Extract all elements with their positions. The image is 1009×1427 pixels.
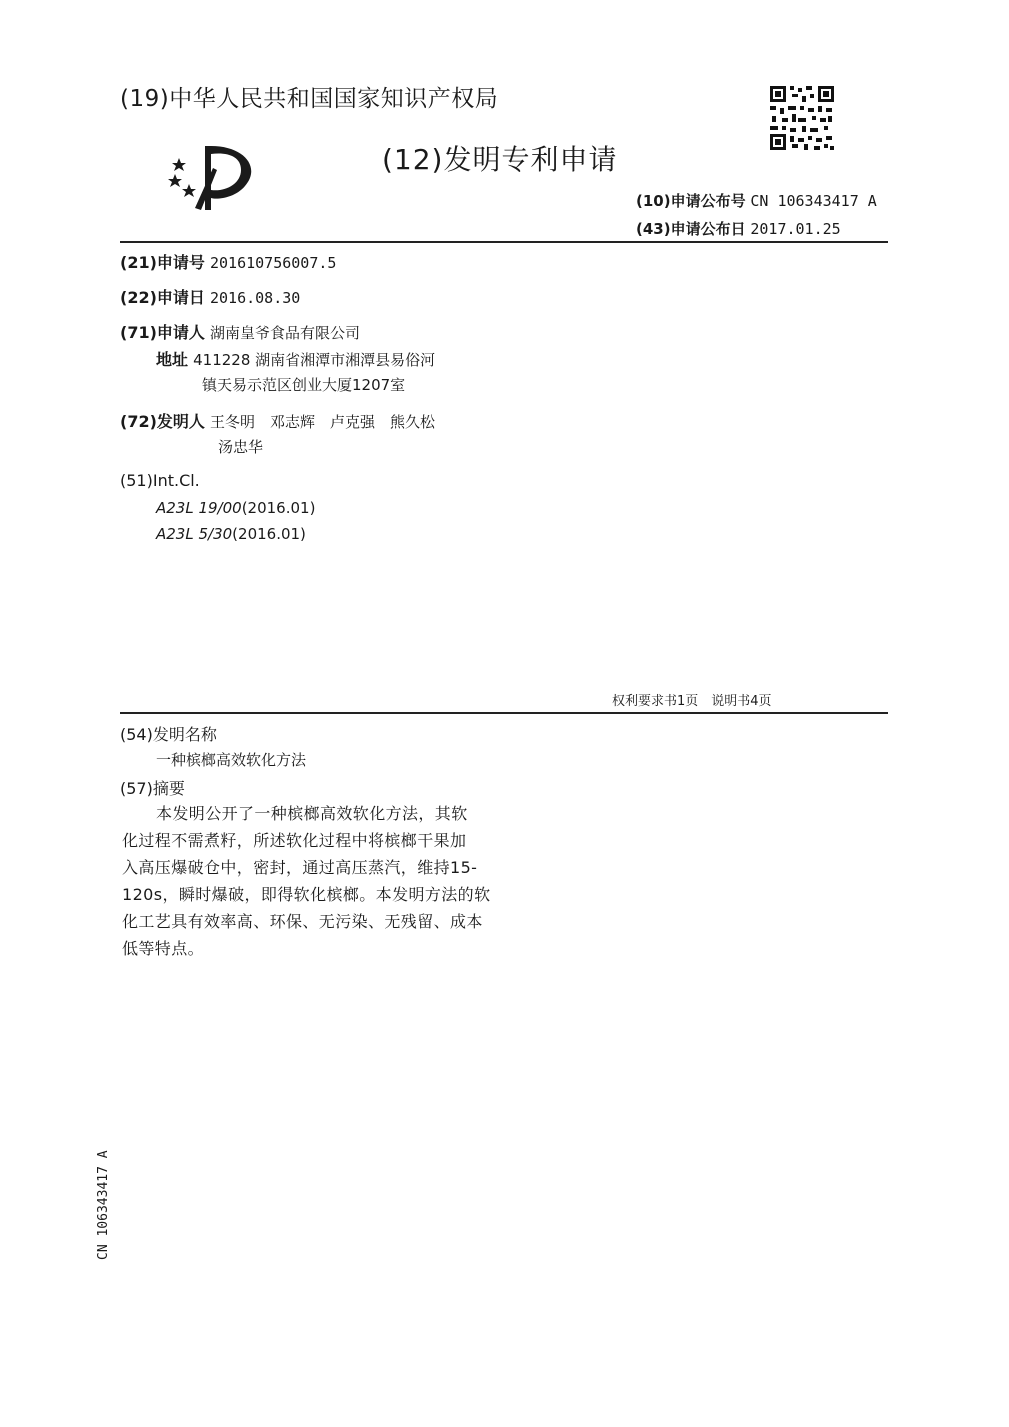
inventors-line-1: 王冬明 邓志辉 卢克强 熊久松 [210,413,436,431]
address-label: 地址 [156,350,189,369]
abstract-line: 低等特点。 [122,939,205,958]
applicant-value: 湖南皇爷食品有限公司 [210,324,361,342]
publication-number-value: CN 106343417 A [750,192,877,210]
spine-publication-number: CN 106343417 A [96,1150,111,1260]
cnipa-logo [165,138,265,214]
ipc-version: (2016.01) [232,525,306,543]
ipc-code: A23L 19/00 [156,499,242,517]
address [156,347,435,370]
inventors [120,409,435,432]
title-label: (54)发明名称 [120,725,217,744]
publication-date [636,218,841,239]
ipc-version: (2016.01) [241,499,316,517]
applicant-label: (71)申请人 [120,323,205,342]
ipc-code: A23L 5/30 [156,525,233,543]
inventors-line-2: 汤忠华 [218,438,264,456]
publication-date-value: 2017.01.25 [750,220,841,238]
publication-number-label: (10)申请公布号 [636,192,746,210]
filing-date [120,285,300,308]
abstract-label: (57)摘要 [120,779,185,798]
document-type: (12)发明专利申请 [382,143,618,176]
page-counts: 权利要求书1页 说明书4页 [612,694,772,709]
office-name: (19)中华人民共和国国家知识产权局 [120,86,499,112]
abstract-line: 入高压爆破仓中，密封，通过高压蒸汽，维持15- [122,858,478,877]
ipc-entry [156,524,306,543]
inventors-label: (72)发明人 [120,412,205,431]
application-number-value: 201610756007.5 [210,254,337,272]
applicant [120,320,360,343]
filing-date-label: (22)申请日 [120,288,205,307]
abstract-line: 120s，瞬时爆破，即得软化槟榔。本发明方法的软 [122,885,491,904]
publication-number [636,190,877,211]
abstract-divider [120,712,888,714]
invention-title: 一种槟榔高效软化方法 [156,751,307,769]
filing-date-value: 2016.08.30 [210,289,301,307]
publication-date-label: (43)申请公布日 [636,220,746,238]
ipc-label: (51)Int.Cl. [120,471,200,490]
address-line-2: 镇天易示范区创业大厦1207室 [202,376,406,394]
address-line-1: 411228 湖南省湘潭市湘潭县易俗河 [193,351,436,369]
header-divider [120,241,888,243]
ipc-entry [156,498,315,517]
abstract-line: 化过程不需煮籽，所述软化过程中将槟榔干果加 [122,831,467,850]
qr-code-icon [768,84,836,152]
application-number-label: (21)申请号 [120,253,205,272]
application-number [120,250,336,273]
abstract-line: 化工艺具有效率高、环保、无污染、无残留、成本 [122,912,483,931]
abstract-line: 本发明公开了一种槟榔高效软化方法，其软 [156,804,468,823]
